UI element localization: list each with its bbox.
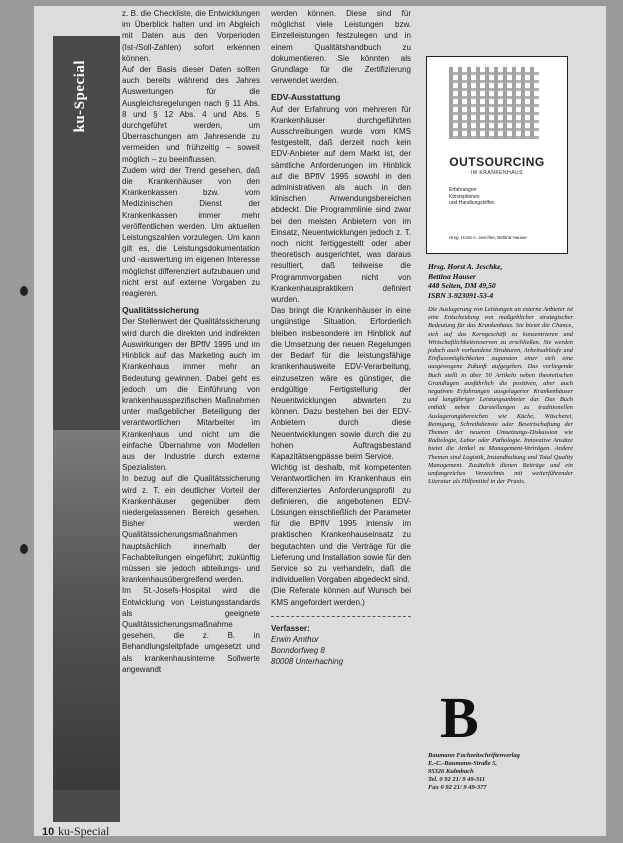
section-heading: Qualitätssicherung (122, 305, 199, 316)
author-line: Bonndorfweg 8 (271, 646, 325, 656)
article-column-1 (122, 8, 260, 675)
publisher-line: E.-C.-Baumann-Straße 5, (428, 760, 497, 767)
bib-line: Bettina Hauser (428, 271, 476, 281)
book-desc-line: Erfahrungen (449, 187, 477, 193)
paragraph: werden können. Diese sind für möglichst viele Leistungen bzw. Einzelleistungen festzulegen und in einem Qualitätshandbuch zu dokumentieren. Sie könnten als Grundlage für die Zertifizierung verwendet werden. (271, 9, 411, 86)
sidebar-photo (53, 430, 120, 790)
paragraph: In bezug auf die Qualitätssicherung wird z. T. ein deutlicher Vorteil der Krankenhäuser gegenüber dem niedergelassenen Bereich gesehen. Bisher werden Qualitätssicherungsmaßnahmen hauptsächlich innerhalb der Fachabteilungen eingeführt; zukünftig müssen sie jedoch abteilungs- und krankenhausübergreifend werden. (122, 474, 260, 585)
author-line: 80008 Unterhaching (271, 657, 344, 667)
author-label: Verfasser: (271, 623, 310, 633)
divider (271, 616, 411, 617)
bib-line: 448 Seiten, DM 49,50 (428, 281, 496, 290)
article-column-2 (271, 8, 411, 668)
publisher-logo: B (440, 685, 479, 750)
paragraph: Zudem wird der Trend gesehen, daß die Krankenhäuser von den Krankenkassen bzw. vom Medizinischen Dienst der Krankenkassen immer mehr veröffentlichen werden. Um aktuellen Leistungszahlen vorzulegen. Um kann gilt es, die Leistungsdokumentation und -auswertung im eigenen Interesse möglichst differenziert aufzubauen und nicht erst auf externe Vorgaben zu reagieren. (122, 165, 260, 299)
publisher-line: Baumann Fachzeitschriftenverlag (428, 752, 520, 759)
publisher-line: Fax 0 92 21/ 9 49-377 (428, 784, 487, 791)
page-number: 10 (42, 826, 55, 838)
book-title: OUTSOURCING (449, 155, 545, 169)
section-heading: EDV-Ausstattung (271, 92, 341, 103)
bib-line: ISBN 3-923091-53-4 (428, 290, 494, 300)
book-desc-line: Konzeptionen (449, 193, 480, 200)
binder-hole (20, 286, 28, 296)
footer-brand: ku-Special (58, 824, 110, 838)
book-description (449, 187, 549, 207)
paragraph: Auf der Basis dieser Daten sollten auch bereits während des Jahres Auswertungen für die Ausgleichsregelungen nach § 11 Abs. 8 und § 12 Abs. 4 und Abs. 5 durchgeführt werden, um Überraschungen am Jahresende zu vermeiden und frühzeitig – soweit möglich – zu beeinflussen. (122, 65, 260, 164)
book-cover (426, 56, 568, 254)
book-desc-line: und Handlungshilfen (449, 200, 495, 206)
paragraph: Auf der Erfahrung von mehreren für Krankenhäuser durchgeführten Ausschreibungen wurde vom KMS festgestellt, daß derzeit noch kein EDV-Anbieter auf dem Markt ist, der sämtliche Anforderungen im Hinblick auf die BPflV 1995 sowohl in den administrativen als auch in den klinischen Anwendungsbereichen abdeckt. Die Programmlinie sind zwar bei den meisten Anbietern von im Einsatz, Neuentwicklungen jedoch z. T. noch nicht fertiggestellt oder aber theoretisch ausgerichtet, was daraus resultiert, daß teilweise die Programmvorgaben nicht von Krankenhauspraktikern definiert wurden. (271, 104, 411, 305)
bibliography (428, 262, 573, 300)
publisher-line: Tel. 0 92 21/ 9 49-311 (428, 776, 486, 783)
paragraph: Im St.-Josefs-Hospital wird die Entwicklung von Leistungsstandards als geeignete Qualitätssicherungsmaßnahme gesehen, die z. B. in Behandlungsleitpfade umgesetzt und als krankenhausinterne Sollwerte angewandt (122, 586, 260, 674)
sidebar-label: ku-Special (72, 60, 88, 133)
cover-pattern (449, 67, 539, 139)
paragraph: z. B. die Checkliste, die Entwicklungen im Überblick halten und im Abgleich mit Daten aus den Vorperioden (Ist-/Soll-Zahlen) sofort erkennen können. (122, 9, 260, 63)
paragraph: Wichtig ist deshalb, mit kompetenten Verantwortlichen im Krankenhaus ein differenziertes Anforderungsprofil zu definieren, die angebotenen EDV-Lösungen einschließlich der Parameter für die BPflV 1995 intensiv im praktischen Krankenhauseinsatz zu begutachten und die Verträge für die Lieferung und Installation sowie für den Service so zu verhandeln, daß die individuellen Vorgaben abgedeckt sind. (271, 463, 411, 585)
book-info (428, 262, 573, 486)
paragraph: Das bringt die Krankenhäuser in eine ungünstige Situation. Erforderlich bleiben insbesondere im Hinblick auf die Umsetzung der neuen Regelungen der Bedarf für die leistungsfähige krankenhausweite EDV-Verarbeitung, einzusetzen wäre es günstiger, die endgültige Fertigstellung der Neuentwicklungen abwarten zu können. Dazu bestehen bei der EDV-Anbietern durch diese Neuentwicklungen sowie durch die zu hohen Auftragsbestand Kapazitätsengpässe beim Service. (271, 306, 411, 461)
publisher-line: 95326 Kulmbach (428, 768, 474, 775)
bib-line: Hrsg. Horst A. Jeschke, (428, 262, 503, 271)
binder-hole (20, 544, 28, 554)
publisher-info (428, 752, 573, 792)
paragraph: (Die Referate können auf Wunsch bei KMS angefordert werden.) (271, 586, 411, 607)
book-editors: Hrsg. Horst A. Jeschke, Bettina Hauser (449, 235, 528, 240)
book-blurb: Die Auslagerung von Leistungen an externe Anbieter ist eine Entscheidung von maßgeblicher strategischer Bedeutung für das Krankenhaus. Sie bietet die Chance, sich auf das Kerngeschäft zu konzentrieren und Wirtschaftlichkeitsreserven zu erschließen. Sie werden jedoch auch vorhandene Strukturen, Arbeitsabläufe und Einflussmöglichkeiten zugunsten einer sich eine ausgewogene Zukunft aufgegeben. Das vorliegende Buch stellt in über 50 Artikeln neben theoretischen Grundlagen ausführlich die positiven, aber auch negativen Erfahrungen ausgelagerter Krankenhäuser und langjähriger Leistungsanbieter dar. Das Buch enthält neben Darstellungen zu traditionellen Auslagerungsbereichen wie Küche, Wäscherei, Reinigung, Schreibdienste oder Bewirtschaftung der Themen der neueren Umsetzungs-Diskussion wie Radiologie, Labor oder Pathologie. Innovative Ansätze bietet die Artikel zu Management-Verträgen. Andere Themen sind Logistik, Instandhaltung und Total Quality Management. Zusätzlich dienen Beiträge und ein umfangreiches Verzeichnis mit weiterführender Literatur als Hilfsmittel in der Praxis. (428, 306, 573, 486)
paragraph: Der Stellenwert der Qualitätssicherung wird durch die direkten und indirekten Auswirkungen der BPflV 1995 und im Hinblick auf das Marketing auch im Krankenhaus immer mehr an Bedeutung gewinnen. Dabei geht es jedoch um die Einführung von krankenhausspezifischen Maßnahmen unter maßgeblicher Beteiligung der verantwortlichen Mitarbeiter im Krankenhaus und nicht um die einfache Übernahme von Modellen aus der Industrie durch externe Spezialisten. (122, 317, 260, 473)
book-subtitle: IM KRANKENHAUS (470, 170, 523, 176)
author-line: Erwin Amthor (271, 634, 319, 644)
